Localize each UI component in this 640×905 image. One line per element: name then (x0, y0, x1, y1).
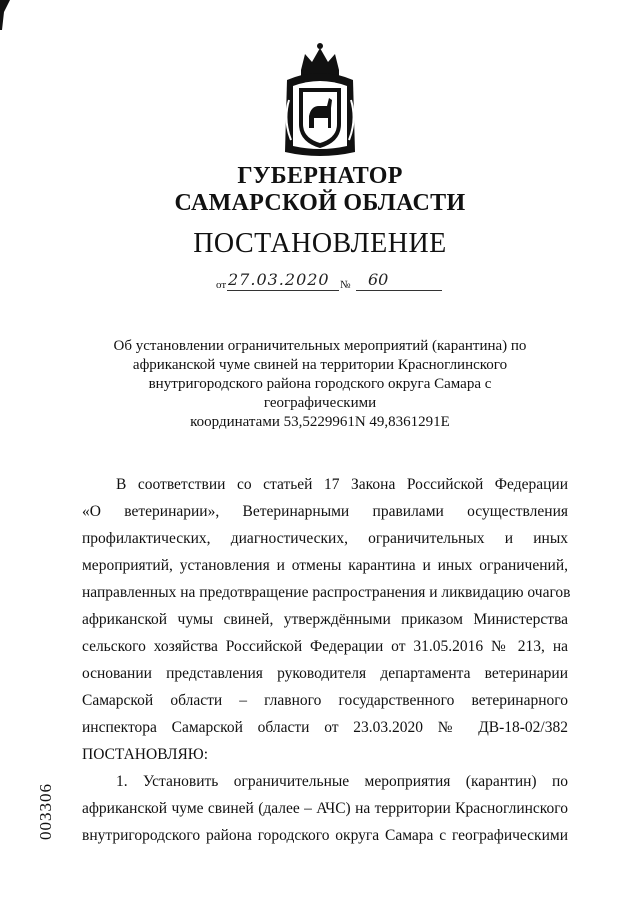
body-line: африканской чумы свиней, утверждёнными приказом Министерства (82, 611, 568, 628)
body-line: сельского хозяйства Российской Федерации от 31.05.2016 № 213, на (82, 638, 568, 655)
number-label: № (340, 279, 351, 291)
document-subject (100, 337, 540, 432)
date-underline (227, 290, 339, 291)
margin-registration-number: 003306 (36, 783, 55, 840)
authority-title-line2: САМАРСКОЙ ОБЛАСТИ (174, 190, 466, 216)
resolve-line: ПОСТАНОВЛЯЮ: (82, 746, 209, 763)
handwritten-date: 27.03.2020 (228, 270, 330, 289)
item-line: внутригородского района городского округа Самара с географическими (82, 827, 568, 844)
item-line: африканской чуме свиней (далее – АЧС) на территории Красноглинского (82, 800, 568, 817)
document-body (82, 471, 571, 849)
item-line: 1. Установить ограничительные мероприятия (карантин) по (116, 773, 568, 790)
body-line: основании представления руководителя департамента ветеринарии (82, 665, 568, 682)
body-line: Самарской области – главного государственного ветеринарного (82, 692, 568, 709)
document-date-number (216, 272, 446, 294)
body-line: инспектора Самарской области от 23.03.2020 № ДВ-18-02/382 (82, 719, 568, 736)
subject-line: Об установлении ограничительных мероприятий (карантина) по (113, 338, 527, 354)
subject-line: внутригородского района городского округа Самара с географическими (148, 376, 492, 411)
document-type: ПОСТАНОВЛЕНИЕ (193, 228, 447, 259)
date-label: от (216, 279, 227, 291)
authority-title-line1: ГУБЕРНАТОР (237, 163, 403, 189)
samara-coat-of-arms-icon (281, 40, 359, 158)
body-line: «О ветеринарии», Ветеринарными правилами осуществления (82, 503, 568, 520)
body-line: В соответствии со статьей 17 Закона Российской Федерации (116, 476, 568, 493)
subject-line: координатами 53,5229961N 49,8361291E (190, 414, 450, 430)
body-line: профилактических, диагностических, ограничительных и иных (82, 530, 568, 547)
body-line: направленных на предотвращение распространения и ликвидацию очагов (82, 584, 571, 601)
handwritten-number: 60 (368, 270, 389, 289)
number-underline (356, 290, 442, 291)
body-line: мероприятий, установления и отмены карантина и иных ограничений, (82, 557, 568, 574)
subject-line: африканской чуме свиней на территории Красноглинского (132, 357, 508, 373)
corner-mark (0, 0, 18, 30)
